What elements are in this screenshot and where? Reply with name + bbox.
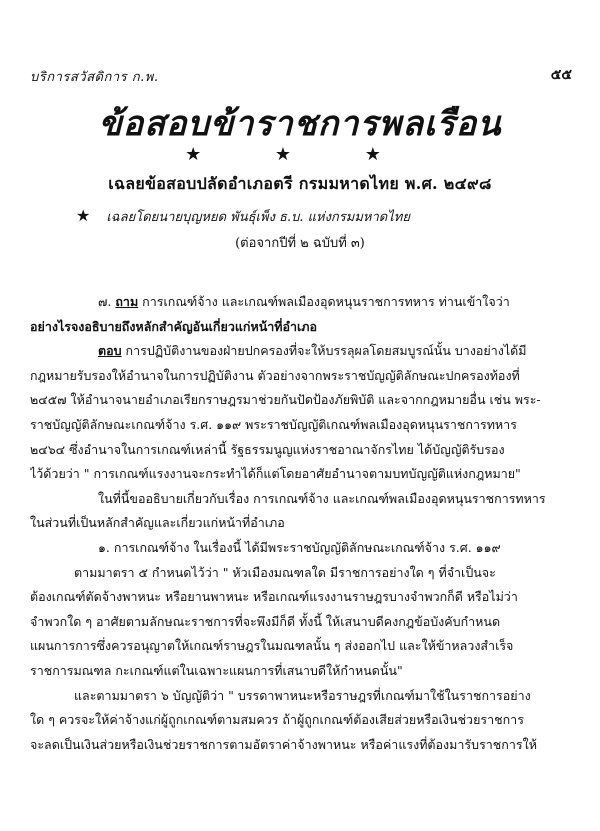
text-line: ต้องเกณฑ์ตัดจ้างพาหนะ หรือยานพาหนะ หรือเกณฑ์แรงงานราษฎรบางจำพวกก็ดี หรือไม่ว่า bbox=[30, 589, 518, 605]
text-line: กฎหมายรับรองให้อำนาจในการปฏิบัติงาน ตัวอย่างจากพระราชบัญญัติลักษณะปกครองท้องที่ bbox=[30, 367, 520, 383]
page-number: ๕๕ bbox=[550, 67, 572, 83]
text-line: ในส่วนที่เป็นหลักสำคัญและเกี่ยวแก่หน้าที่อำเภอ bbox=[30, 515, 285, 531]
text-line: อย่างไรจงอธิบายถึงหลักสำคัญอันเกี่ยวแก่หน้าที่อำเภอ bbox=[30, 318, 318, 334]
text-line: แผนการการซึ่งควรอนุญาตให้เกณฑ์ราษฎรในมณฑลนั้น ๆ ส่งออกไป และให้ข้าหลวงสำเร็จ bbox=[30, 638, 514, 654]
text-line: ๒๔๖๔ ซึ่งอำนาจในการเกณฑ์เหล่านี้ รัฐธรรมนูญแห่งราชอาณาจักรไทย ได้บัญญัติรับรอง bbox=[30, 441, 505, 457]
text-line: ไว้ด้วยว่า " การเกณฑ์แรงงานจะกระทำได้ก็แต่โดยอาศัยอำนาจตามบทบัญญัติแห่งกฎหมาย" bbox=[30, 466, 521, 482]
text-line: ในที่นี้ขออธิบายเกี่ยวกับเรื่อง การเกณฑ์จ้าง และเกณฑ์พลเมืองอุดหนุนราชการทหาร bbox=[98, 490, 546, 506]
answer-label: ตอบ bbox=[98, 343, 122, 359]
answer-text: การปฏิบัติงานของฝ่ายปกครองที่จะให้บรรลุผลโดยสมบูรณ์นั้น บางอย่างได้มี bbox=[125, 343, 527, 359]
text-line: จะลดเป็นเงินส่วยหรือเงินช่วยราชการตามอัตราค่าจ้างพาหนะ หรือค่าแรงที่ต้องมารับราชการให้ bbox=[30, 736, 537, 752]
text-line: และตามมาตรา ๖ บัญญัติว่า " บรรดาพาหนะหรือราษฎรที่เกณฑ์มาใช้ในราชการอย่าง bbox=[74, 687, 531, 703]
star-divider: ★ ★ ★ bbox=[185, 144, 415, 165]
byline-text: เฉลยโดยนายบุญหยด พันธุ์เพ็ง ธ.บ. แห่งกรมมหาดไทย bbox=[106, 210, 410, 225]
article-body bbox=[30, 290, 570, 757]
question-number: ๗. bbox=[98, 294, 112, 309]
byline bbox=[76, 206, 410, 227]
question-label: ถาม bbox=[115, 294, 139, 309]
question-text: การเกณฑ์จ้าง และเกณฑ์พลเมืองอุดหนุนราชการทหาร ท่านเข้าใจว่า bbox=[142, 294, 510, 309]
text-line: ใด ๆ ควรจะให้ค่าจ้างแก่ผู้ถูกเกณฑ์ตามสมควร ถ้าผู้ถูกเกณฑ์ต้องเสียส่วยหรือเงินช่วยราชการ bbox=[30, 712, 524, 728]
answer-line bbox=[30, 339, 570, 364]
question-line bbox=[30, 290, 570, 315]
page-title: ข้อสอบข้าราชการพลเรือน bbox=[98, 104, 502, 144]
text-line: ราชการมณฑล กะเกณฑ์แต่ในเฉพาะแผนการที่เสนาบดีให้กำหนดนั้น" bbox=[30, 662, 403, 678]
text-line: จำพวกใด ๆ อาศัยตามลักษณะราชการที่จะพึงมีก็ดี ทั้งนี้ ให้เสนาบดีคงกฎข้อบังคับกำหนด bbox=[30, 613, 501, 629]
text-line: ๑. การเกณฑ์จ้าง ในเรื่องนี้ ได้มีพระราชบัญญัติลักษณะเกณฑ์จ้าง ร.ศ. ๑๑๙ bbox=[98, 539, 501, 555]
subtitle: เฉลยข้อสอบปลัดอำเภอตรี กรมมหาดไทย พ.ศ. ๒๔๙๘ bbox=[108, 174, 492, 193]
star-icon: ★ bbox=[76, 206, 91, 225]
running-header: บริการสวัสดิการ ก.พ. bbox=[30, 70, 159, 85]
text-line: ราชบัญญัติลักษณะเกณฑ์จ้าง ร.ศ. ๑๑๙ พระราชบัญญัติเกณฑ์พลเมืองอุดหนุนราชการทหาร bbox=[30, 416, 517, 432]
text-line: ตามมาตรา ๕ กำหนดไว้ว่า " หัวเมืองมณฑลใด มีราชการอย่างใด ๆ ที่จำเป็นจะ bbox=[74, 564, 496, 580]
continued-note: (ต่อจากปีที่ ๒ ฉบับที่ ๓) bbox=[235, 236, 365, 251]
text-line: ๒๔๕๗ ให้อำนาจนายอำเภอเรียกราษฎรมาช่วยกันปัดป้องภัยพิบัติ และจากกฎหมายอื่น เช่น พระ- bbox=[30, 392, 541, 408]
